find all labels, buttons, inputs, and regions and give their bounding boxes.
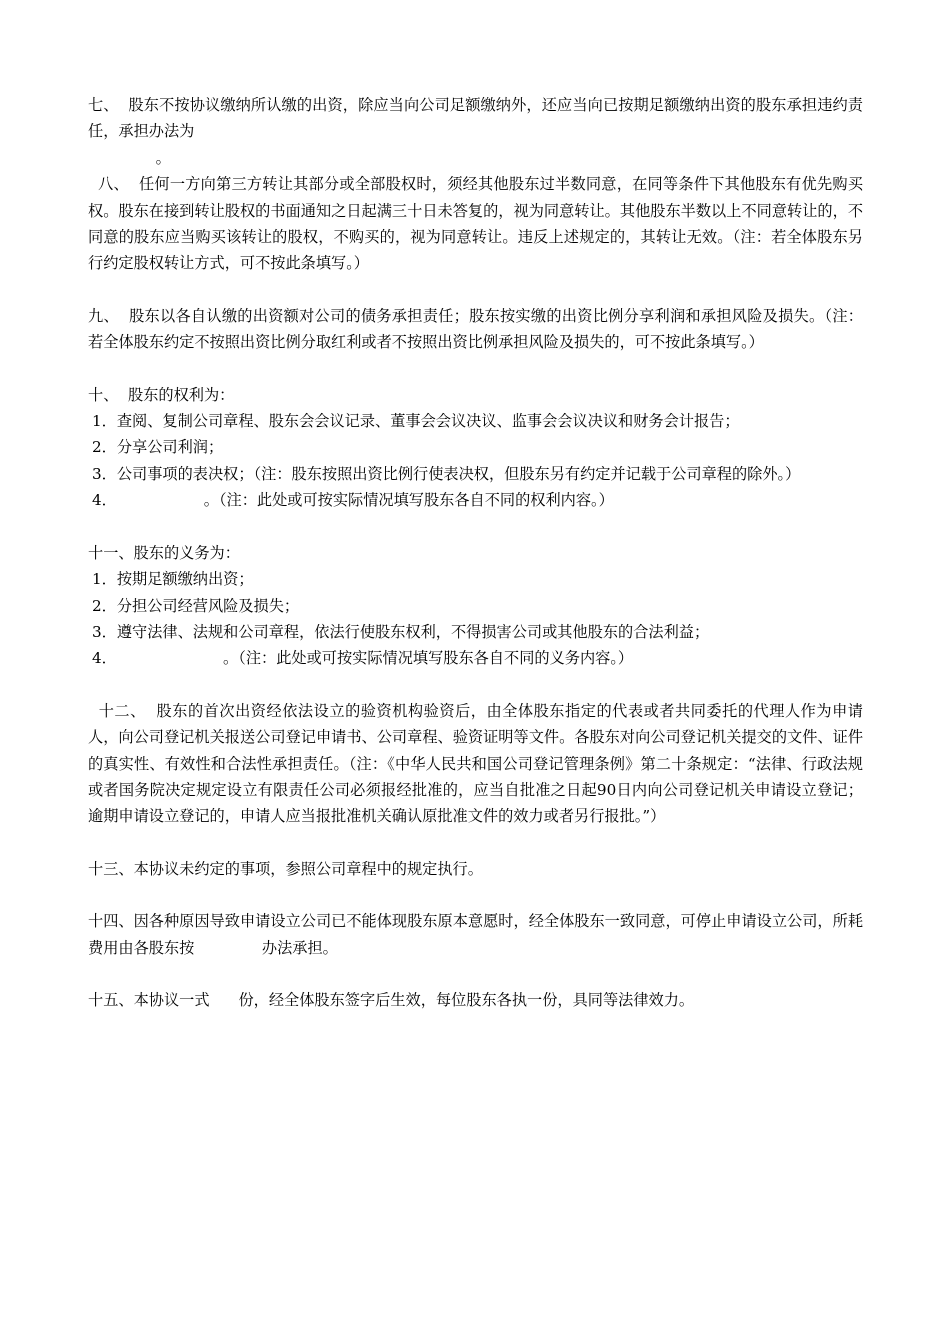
section-14 [88, 908, 863, 961]
spacer [88, 514, 863, 540]
section-8-text: 八、 任何一方向第三方转让其部分或全部股权时，须经其他股东过半数同意，在同等条件下其他股东有优先购买权。股东在接到转让股权的书面通知之日起满三十日未答复的，视为同意转让。其他股东半数以上不同意转让的，不同意的股东应当购买该转让的股权，不购买的，视为同意转让。违反上述规定的，其转让无效。（注：若全体股东另行约定股权转让方式，可不按此条填写。） [88, 175, 864, 273]
section-11-item-4: 4． 。（注：此处或可按实际情况填写股东各自不同的义务内容。） [92, 649, 634, 668]
section-13-text: 十三、本协议未约定的事项，参照公司章程中的规定执行。 [88, 859, 483, 878]
spacer [88, 882, 863, 908]
section-10-item-4: 4． 。（注：此处或可按实际情况填写股东各自不同的权利内容。） [92, 491, 614, 510]
section-11 [88, 540, 863, 672]
document-page [88, 92, 863, 1013]
spacer [88, 672, 863, 698]
section-7-text: 七、 股东不按协议缴纳所认缴的出资，除应当向公司足额缴纳外，还应当向已按期足额缴纳出资的股东承担违约责任，承担办法为 [88, 96, 863, 141]
section-12 [88, 698, 863, 830]
section-8 [88, 171, 863, 277]
spacer [88, 830, 863, 856]
section-11-item-2: 2．分担公司经营风险及损失； [92, 596, 300, 615]
section-10-heading: 十、 股东的权利为： [88, 385, 235, 404]
section-15-text: 十五、本协议一式 份，经全体股东签字后生效，每位股东各执一份，具同等法律效力。 [88, 990, 695, 1009]
section-7-blank-line: 。 [88, 148, 171, 167]
section-10-item-1: 1．查阅、复制公司章程、股东会会议记录、董事会会议决议、监事会会议决议和财务会计报告； [92, 412, 740, 431]
section-9-text: 九、 股东以各自认缴的出资额对公司的债务承担责任；股东按实缴的出资比例分享利润和承担风险及损失。（注：若全体股东约定不按照出资比例分取红利或者不按照出资比例承担风险及损失的，可不按此条填写。） [88, 306, 863, 352]
section-15 [88, 987, 863, 1013]
section-14-text: 十四、因各种原因导致申请设立公司已不能体现股东原本意愿时，经全体股东一致同意，可停止申请设立公司，所耗费用由各股东按 办法承担。 [88, 912, 863, 957]
spacer [88, 961, 863, 987]
section-7 [88, 92, 863, 171]
spacer [88, 356, 863, 382]
section-10-item-2: 2．分享公司利润； [92, 438, 224, 457]
section-12-text: 十二、 股东的首次出资经依法设立的验资机构验资后，由全体股东指定的代表或者共同委托的代理人作为申请人，向公司登记机关报送公司登记申请书、公司章程、验资证明等文件。各股东对向公司登记机关提交的文件、证件的真实性、有效性和合法性承担责任。（注：《中华人民共和国公司登记管理条例》第二十条规定：“法律、行政法规或者国务院决定规定设立有限责任公司必须报经批准的，应当自批准之日起90日内向公司登记机关申请设立登记；逾期申请设立登记的，申请人应当报批准机关确认原批准文件的效力或者另行报批。”） [88, 701, 863, 826]
section-13 [88, 856, 863, 882]
section-11-heading: 十一、股东的义务为： [88, 543, 240, 562]
section-10 [88, 382, 863, 514]
section-10-item-3: 3．公司事项的表决权；（注：股东按照出资比例行使表决权，但股东另有约定并记载于公司章程的除外。） [92, 464, 801, 483]
section-11-item-1: 1．按期足额缴纳出资； [92, 570, 254, 589]
section-9 [88, 303, 863, 356]
spacer [88, 277, 863, 303]
section-11-item-3: 3．遵守法律、法规和公司章程，依法行使股东权利，不得损害公司或其他股东的合法利益； [92, 622, 710, 641]
